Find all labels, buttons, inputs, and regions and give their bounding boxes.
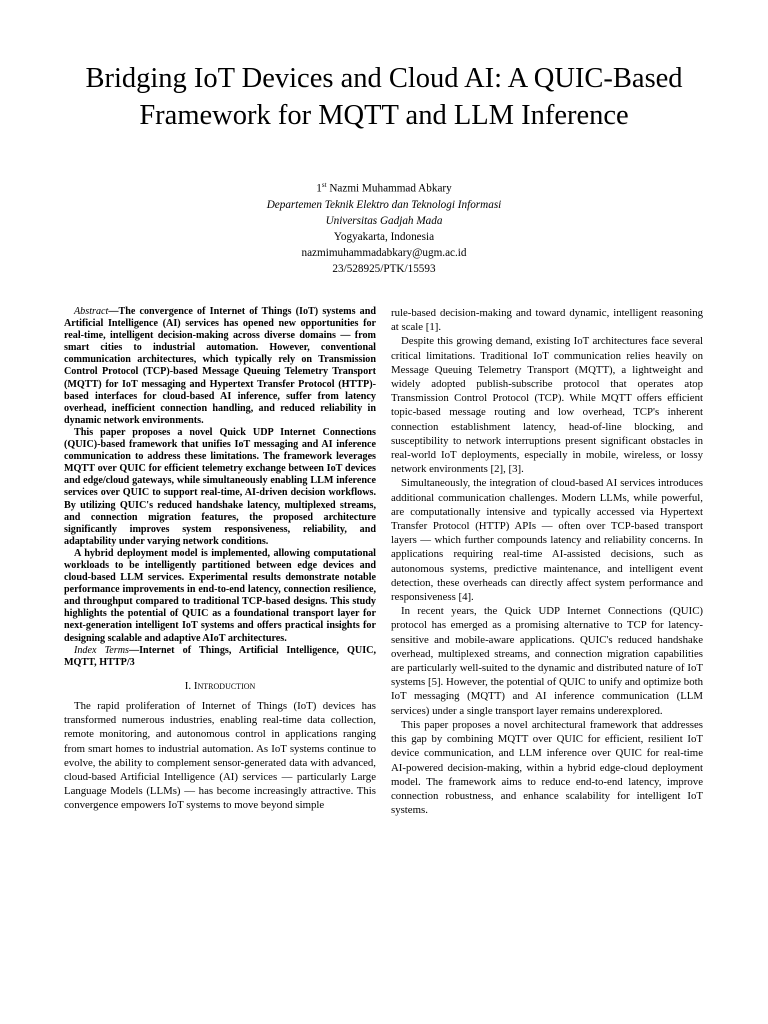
abstract-text-1: The convergence of Internet of Things (IoT) systems and Artificial Intelligence (AI) services has opened new opportunities for real-time, intelligent decision-making across diverse domains — from smart cities to industrial automation. However, conventional communication architectures, which typically rely on Transmission Control Protocol (TCP)-based Message Queuing Telemetry Transport (MQTT) for IoT messaging and Hypertext Transfer Protocol (HTTP)-based interfaces for cloud-based AI inference, suffer from latency overhead, inefficient connection handling, and reduced reliability in dynamic network environments.	[64, 306, 376, 426]
index-terms-text: Internet of Things, Artificial Intelligence, QUIC, MQTT, HTTP/3	[64, 644, 376, 668]
abstract-paragraph-1	[64, 306, 376, 427]
abstract-dash: —	[108, 306, 119, 317]
author-block	[134, 177, 634, 277]
intro-right-body	[391, 306, 703, 817]
abstract	[64, 306, 376, 669]
author-line	[134, 177, 634, 197]
abstract-paragraph-3: A hybrid deployment model is implemented, allowing computational workloads to be intelligently partitioned between edge devices and cloud-based LLM services. Experimental results demonstrate notable performance improvements in end-to-end latency, connection resilience, and throughput compared to traditional TCP-based designs. This study highlights the potential of QUIC as a foundational transport layer for next-generation intelligent IoT systems and offers practical insights for designing scalable and adaptive AIoT architectures.	[64, 547, 376, 644]
section-heading-introduction: I. Introduction	[184, 679, 256, 692]
index-terms	[64, 645, 376, 669]
author-name: Nazmi Muhammad Abkary	[329, 182, 452, 195]
abstract-lead: Abstract	[74, 306, 109, 317]
intro-paragraph-5: This paper proposes a novel architectural framework that addresses this gap by combining MQTT over QUIC for efficient, resilient IoT device communication, and LLM inference over QUIC for real-time AI-powered decision-making, within a hybrid edge-cloud deployment model. The framework aims to reduce end-to-end latency, improve connection robustness, and enhance scalability for intelligent IoT systems.	[391, 718, 703, 817]
intro-paragraph-1-continued: rule-based decision-making and toward dynamic, intelligent reasoning at scale [1].	[391, 307, 703, 334]
author-email: nazmimuhammadabkary@ugm.ac.id	[301, 246, 467, 259]
author-department: Departemen Teknik Elektro dan Teknologi Informasi	[266, 198, 502, 211]
paper-title: Bridging IoT Devices and Cloud AI: A QUIC-Based Framework for MQTT and LLM Inference	[85, 63, 683, 131]
right-column	[391, 306, 703, 817]
abstract-paragraph-2: This paper proposes a novel Quick UDP Internet Connections (QUIC)-based framework that unifies IoT messaging and AI inference communication to address these limitations. The framework leverages MQTT over QUIC for efficient telemetry exchange between IoT devices and edge/cloud gateways, while simultaneously enabling LLM inference services over QUIC to support real-time, AI-driven decision workflows. By utilizing QUIC's reduced handshake latency, multiplexed streams, and connection migration features, the proposed architecture significantly improves system responsiveness, reliability, and adaptability under varying network conditions.	[64, 426, 376, 547]
author-student-id: 23/528925/PTK/15593	[332, 262, 436, 275]
intro-left-body	[64, 699, 376, 813]
left-column	[64, 306, 376, 813]
author-ordinal: 1	[316, 182, 322, 195]
intro-paragraph-4: In recent years, the Quick UDP Internet Connections (QUIC) protocol has emerged as a promising alternative to TCP for latency-sensitive and mobile-aware applications. QUIC's reduced handshake overhead, multiplexed streams, and connection migration capabilities are particularly well-suited to the dynamic and distributed nature of IoT systems [5]. However, the potential of QUIC to unify and optimize both IoT messaging (MQTT) and AI inference communication (LLM services) under a single transport layer remains underexplored.	[391, 605, 703, 717]
author-ordinal-suffix: st	[321, 181, 327, 189]
author-location: Yogyakarta, Indonesia	[333, 230, 435, 243]
intro-paragraph-1: The rapid proliferation of Internet of Things (IoT) devices has transformed numerous industries, enabling real-time data collection, remote monitoring, and autonomous control in applications ranging from smart homes to industrial automation. As IoT systems continue to evolve, the ability to complement sensor-generated data with advanced, cloud-based Artificial Intelligence (AI) services — particularly Large Language Models (LLMs) — has become increasingly attractive. This convergence empowers IoT systems to move beyond simple	[64, 700, 376, 812]
index-terms-lead: Index Terms	[74, 644, 129, 656]
intro-paragraph-2: Despite this growing demand, existing IoT architectures face several critical limitations. Traditional IoT communication relies heavily on Message Queuing Telemetry Transport (MQTT), a lightweight and widely adopted publish-subscribe protocol that operates atop Transmission Control Protocol (TCP). While MQTT offers efficient topic-based message routing and low overhead, TCP's inherent connection establishment latency, head-of-line blocking, and susceptibility to network interruptions present significant obstacles in real-world IoT deployments, especially in mobile, wireless, or lossy network environments [2], [3].	[391, 335, 703, 476]
author-university: Universitas Gadjah Mada	[325, 214, 443, 227]
intro-paragraph-3: Simultaneously, the integration of cloud-based AI services introduces additional communication challenges. Modern LLMs, while powerful, are computationally intensive and typically accessed via Hypertext Transfer Protocol (HTTP) APIs — often over TCP-based transport layers — which further compounds latency and reliability concerns. In applications requiring real-time AI-assisted decisions, such as autonomous systems, predictive maintenance, and intelligent event detection, these overheads can directly affect system performance and responsiveness [4].	[391, 477, 703, 604]
index-terms-dash: —	[128, 644, 140, 656]
